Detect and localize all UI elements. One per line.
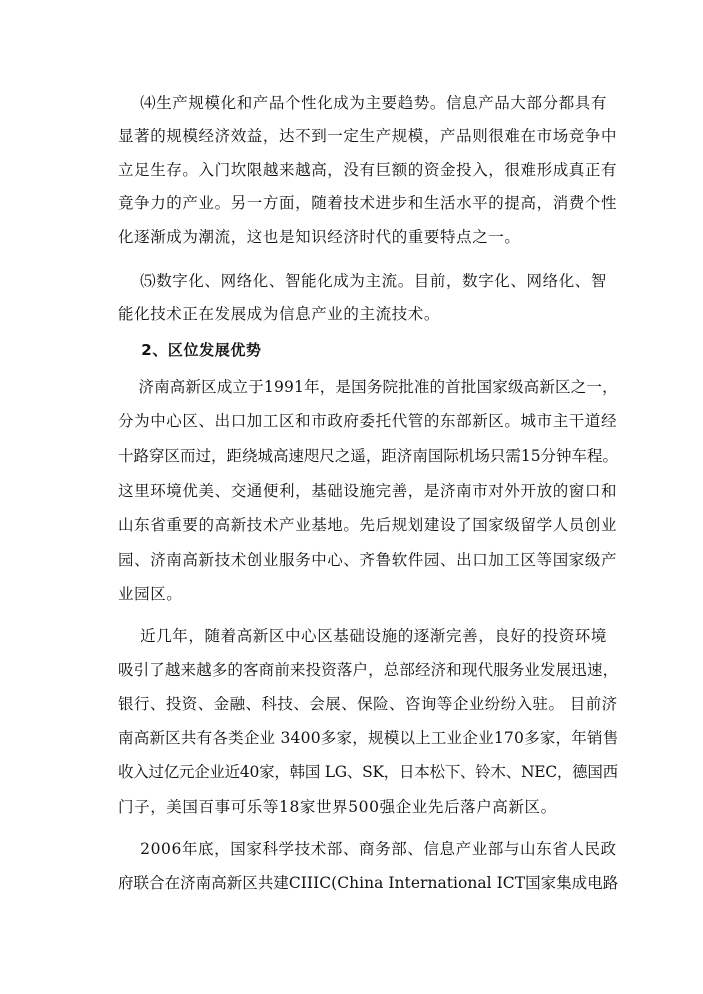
text-line: 分为中心区、出口加工区和市政府委托代管的东部新区。城市主干道经 bbox=[118, 412, 618, 430]
text-line: 业园区。 bbox=[118, 585, 183, 603]
text-line: 吸引了越来越多的客商前来投资落户，总部经济和现代服务业发展迅速， bbox=[118, 661, 619, 679]
section-heading: 2、区位发展优势 bbox=[118, 341, 262, 359]
text-line: 能化技术正在发展成为信息产业的主流技术。 bbox=[118, 305, 441, 323]
text-line: 南高新区共有各类企业 3400多家，规模以上工业企业170多家，年销售 bbox=[118, 729, 619, 747]
text-line: 济南高新区成立于1991年，是国务院批准的首批国家级高新区之一， bbox=[118, 378, 618, 396]
text-line: 门子，美国百事可乐等18家世界500强企业先后落户高新区。 bbox=[118, 798, 557, 816]
text-line: 园、济南高新技术创业服务中心、齐鲁软件园、出口加工区等国家级产 bbox=[118, 551, 618, 569]
text-line: 竟争力的产业。另一方面，随着技术进步和生活水平的提高，消费个性 bbox=[118, 194, 618, 212]
text-line: 2006年底，国家科学技术部、商务部、信息产业部与山东省人民政 bbox=[118, 840, 617, 858]
text-line: 银行、投资、金融、科技、会展、保险、咨询等企业纷纷入驻。 目前济 bbox=[118, 695, 618, 713]
text-line: 十路穿区而过，距绕城高速咫尺之遥，距济南国际机场只需15分钟车程。 bbox=[118, 447, 619, 465]
text-line: 收入过亿元企业近40家，韩国 LG、SK，日本松下、铃木、NEC，德国西 bbox=[118, 763, 618, 781]
text-line: 近几年，随着高新区中心区基础设施的逐渐完善，良好的投资环境 bbox=[118, 627, 608, 645]
text-line: 显著的规模经济效益，达不到一定生产规模，产品则很难在市场竞争中 bbox=[118, 127, 618, 145]
text-line: 这里环境优美、交通便利，基础设施完善，是济南市对外开放的窗口和 bbox=[118, 482, 618, 500]
text-line: 府联合在济南高新区共建CIIIC(China International ICT国家集成电路 bbox=[118, 874, 619, 892]
text-line: 山东省重要的高新技术产业基地。先后规划建设了国家级留学人员创业 bbox=[118, 516, 618, 534]
text-line: ⑷生产规模化和产品个性化成为主要趋势。信息产品大部分都具有 bbox=[118, 94, 608, 112]
text-line: 化逐渐成为潮流，这也是知识经济时代的重要特点之一。 bbox=[118, 228, 521, 246]
text-line: ⑸数字化、网络化、智能化成为主流。目前，数字化、网络化、智 bbox=[118, 272, 608, 290]
text-line: 立足生存。入门坎限越来越高，没有巨额的资金投入，很难形成真正有 bbox=[118, 161, 618, 179]
